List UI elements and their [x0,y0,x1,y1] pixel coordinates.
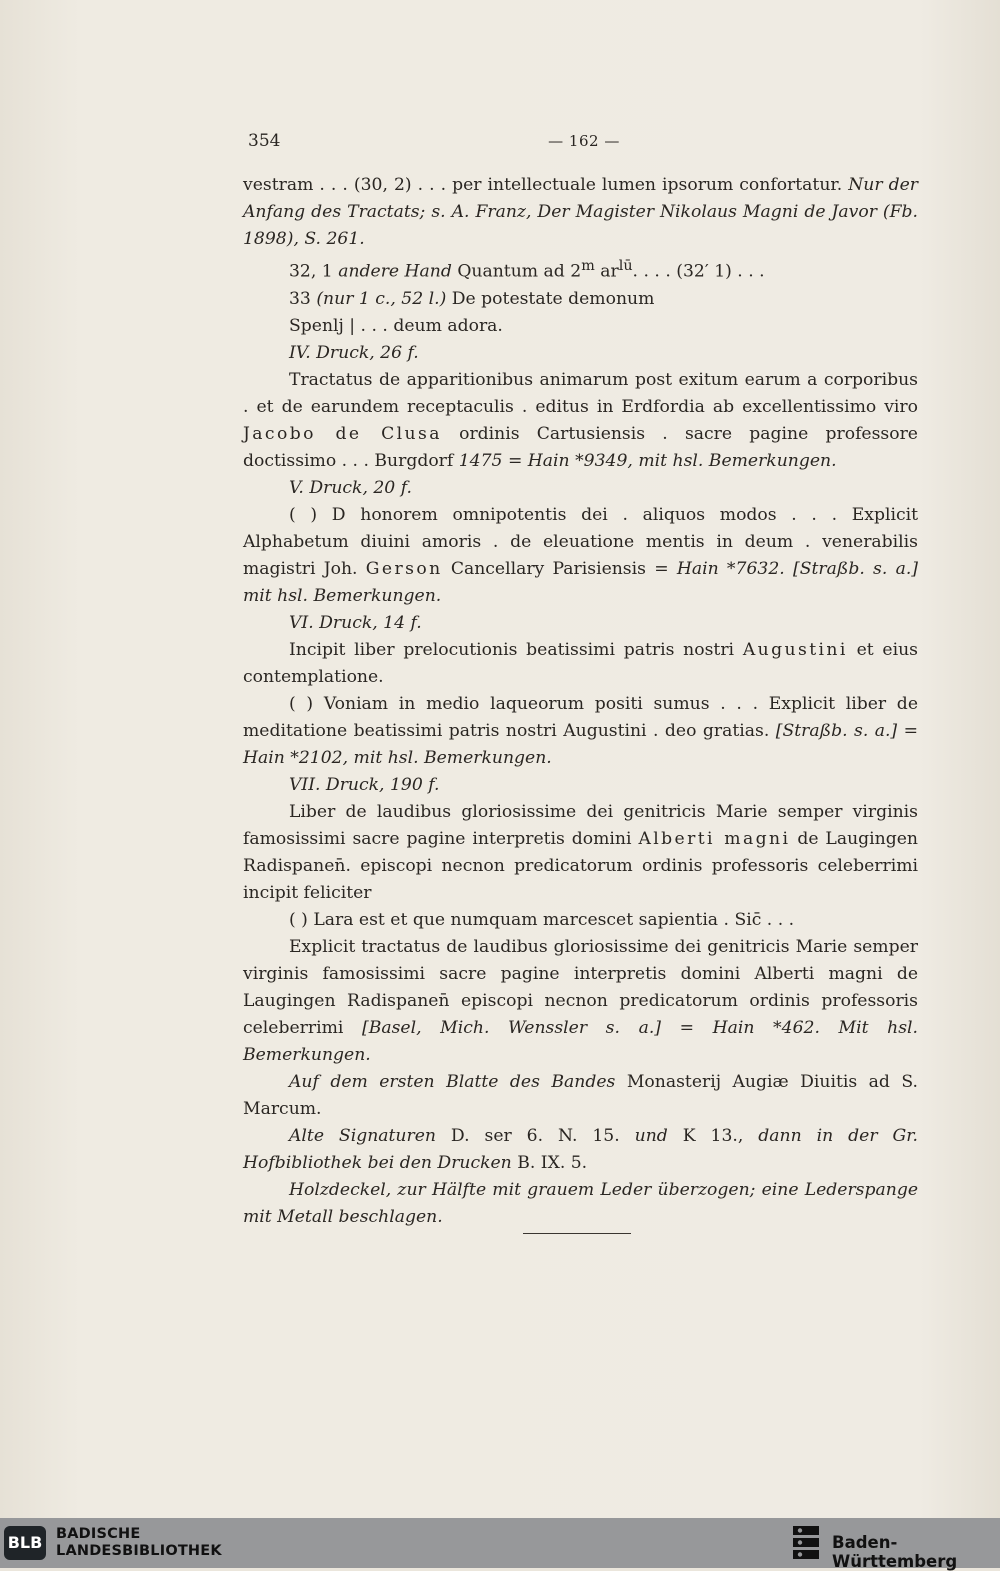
paragraph: ( ) Lara est et que numquam marcescet sapientia . Sic̄ . . . [289,909,795,930]
end-rule [523,1233,631,1234]
paragraph: ( ) Voniam in medio laqueorum positi sumus . . . Explicit liber de meditatione beatissimi patris nostri Augustini . deo gratias. [Straßb. s. a.] = Hain *2102, mit hsl. Bemerkungen. [243,693,918,768]
paragraph: Auf dem ersten Blatte des Bandes Monasterij Augiæ Diuitis ad S. Marcum. [243,1071,919,1119]
library-name[interactable]: BADISCHE LANDESBIBLIOTHEK [56,1526,222,1559]
paragraph: Explicit tractatus de laudibus gloriosissime dei genitricis Marie semper virginis famosissimi sacre pagine interpretis domini Alberti magni de Laugingen Radispanen̄ episcopi necnon predicatorum ordinis professoris celeberrimi [Basel, Mich. Wenssler s. a.] = Hain *462. Mit hsl. Bemerkungen. [243,936,919,1065]
paragraph: Incipit liber prelocutionis beatissimi patris nostri Augustini et eius contemplatione. [243,639,918,687]
paragraph: Alte Signaturen D. ser 6. N. 15. und K 13., dann in der Gr. Hofbibliothek bei den Drucken B. IX. 5. [243,1125,919,1173]
section-heading: VII. Druck, 190 f. [289,774,440,795]
paragraph: Holzdeckel, zur Hälfte mit grauem Leder überzogen; eine Lederspange mit Metall beschlagen. [243,1179,918,1227]
page-header [248,131,920,155]
paragraph: 32, 1 andere Hand Quantum ad 2$^m$ $ar^{lū}$. . . . (32′ 1) . . . [289,258,765,282]
lion-emblem-icon [791,1524,821,1562]
section-heading: VI. Druck, 14 f. [289,612,422,633]
paragraph: Tractatus de apparitionibus animarum post exitum earum a corporibus . et de earundem receptaculis . editus in Erdfordia ab excellentissimo viro Jacobo de Clusa ordinis Cartusiensis . sacre pagine professore doctissimo . . . Burgdorf 1475 = Hain *9349, mit hsl. Bemerkungen. [243,369,918,471]
footer-bar [0,1518,1000,1571]
blb-logo[interactable]: BLB [4,1526,46,1560]
paragraph: Spenlj | . . . deum adora. [289,315,503,336]
paragraph: 33 (nur 1 c., 52 l.) De potestate demonum [289,288,655,309]
paragraph: vestram . . . (30, 2) . . . per intellectuale lumen ipsorum confortatur. Nur der Anfang des Tractats; s. A. Franz, Der Magister Nikolaus Magni de Javor (Fb. 1898), S. 261. [243,175,918,249]
section-heading: IV. Druck, 26 f. [289,342,419,363]
section-heading: V. Druck, 20 f. [289,477,412,498]
page-number: 354 [248,131,281,151]
body-text [243,172,918,1234]
paragraph: ( ) D honorem omnipotentis dei . aliquos modos . . . Explicit Alphabetum diuini amoris . de eleuatione mentis in deum . venerabilis magistri Joh. Gerson Cancellary Parisiensis = Hain *7632. [Straßb. s. a.] mit hsl. Bemerkungen. [243,504,919,606]
state-name[interactable]: Baden-Württemberg [832,1533,958,1571]
paragraph: Liber de laudibus gloriosissime dei genitricis Marie semper virginis famosissimi sacre pagine interpretis domini Alberti magni de Laugingen Radispanen̄. episcopi necnon predicatorum ordinis professoris celeberrimi incipit feliciter [243,801,918,903]
running-page-number: — 162 — [548,132,620,150]
